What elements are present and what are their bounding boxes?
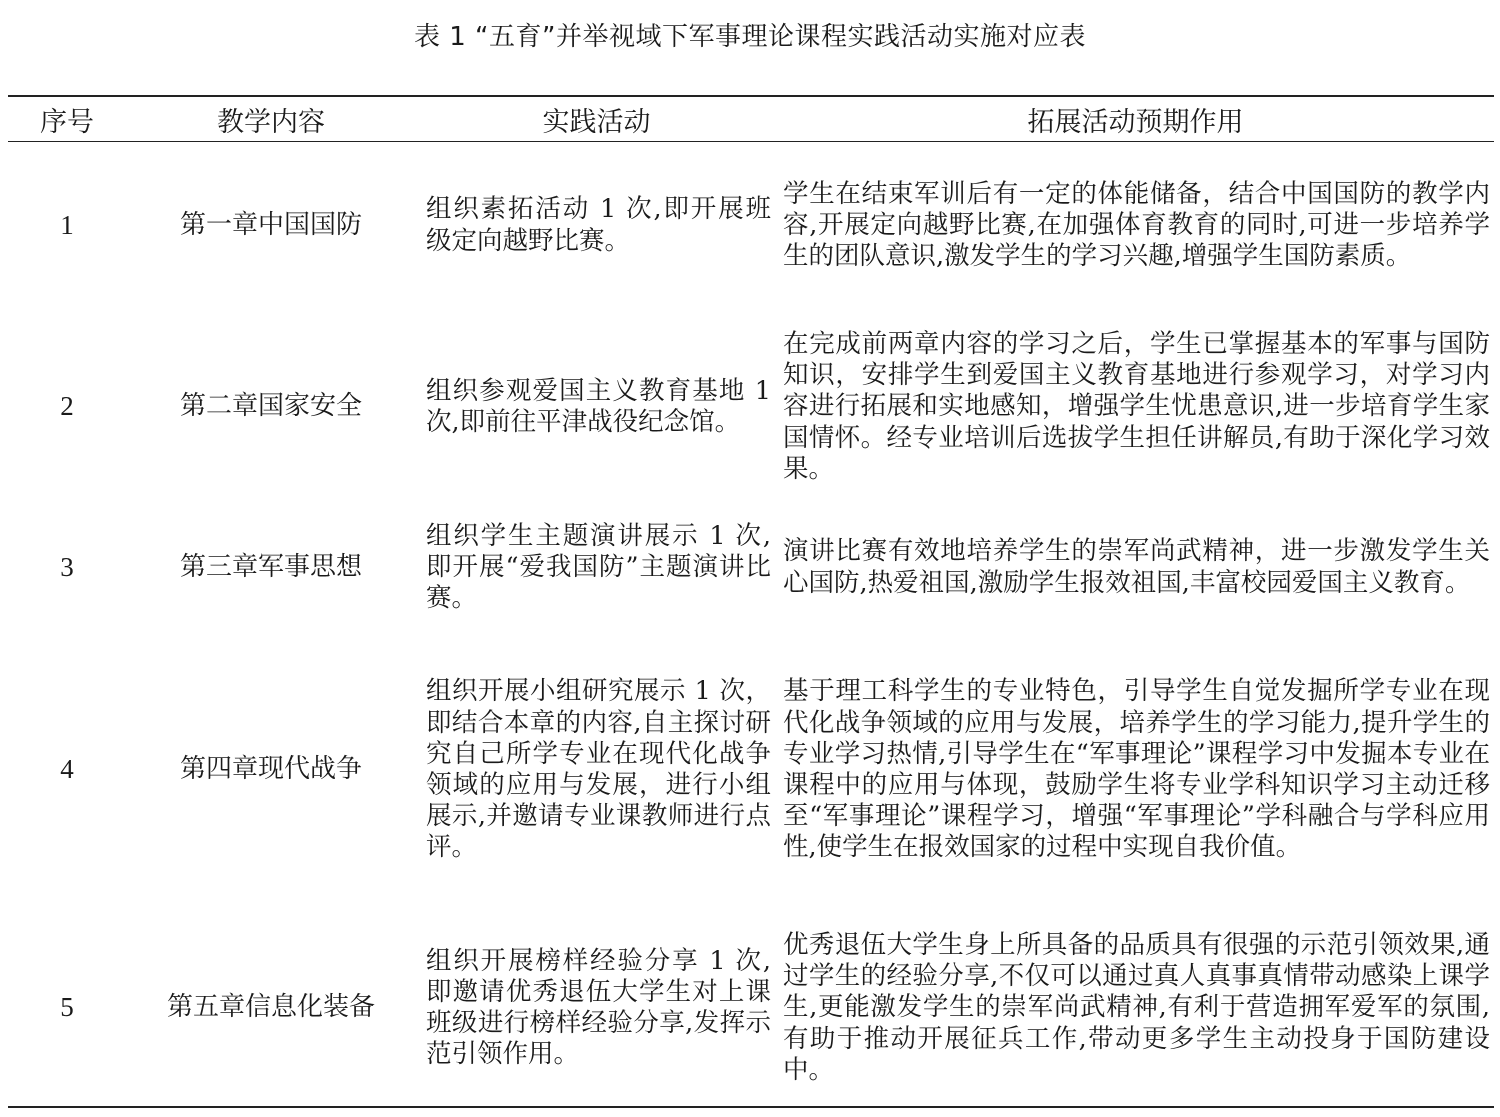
table-row	[8, 505, 1494, 630]
table-header-row	[8, 96, 1494, 142]
table-row	[8, 910, 1494, 1107]
header-index: 序号	[8, 96, 126, 142]
table-caption: 表 1 “五育”并举视域下军事理论课程实践活动实施对应表	[413, 22, 1086, 52]
row-index: 1	[60, 209, 74, 240]
row-effect: 基于理工科学生的专业特色，引导学生自觉发掘所学专业在现代化战争领域的应用与发展，培养学生的学习能力,提升学生的专业学习热情,引导学生在“军事理论”课程学习中发掘本专业在课程中的应用与体现，鼓励学生将专业学科知识学习主动迁移至“军事理论”课程学习，增强“军事理论”学科融合与学科应用性,使学生在报效国家的过程中实现自我价值。	[783, 676, 1490, 863]
row-index: 3	[60, 551, 74, 582]
row-effect: 在完成前两章内容的学习之后，学生已掌握基本的军事与国防知识，安排学生到爱国主义教育基地进行参观学习，对学习内容进行拓展和实地感知，增强学生忧患意识,进一步培育学生家国情怀。经专业培训后选拔学生担任讲解员,有助于深化学习效果。	[783, 328, 1490, 484]
row-index: 2	[60, 391, 74, 422]
row-activity: 组织开展小组研究展示 1 次，即结合本章的内容,自主探讨研究自己所学专业在现代化战争领域的应用与发展，进行小组展示,并邀请专业课教师进行点评。	[426, 676, 771, 863]
row-effect: 优秀退伍大学生身上所具备的品质具有很强的示范引领效果,通过学生的经验分享,不仅可以通过真人真事真情带动感染上课学生,更能激发学生的崇军尚武精神,有利于营造拥军爱军的氛围,有助于推动开展征兵工作,带动更多学生主动投身于国防建设中。	[783, 929, 1490, 1085]
header-activity: 实践活动	[416, 96, 777, 142]
row-activity: 组织素拓活动 1 次,即开展班级定向越野比赛。	[426, 194, 771, 256]
header-effect: 拓展活动预期作用	[777, 96, 1494, 142]
row-content: 第一章中国国防	[179, 209, 362, 240]
table-row	[8, 309, 1494, 505]
row-content: 第二章国家安全	[179, 391, 362, 422]
row-content: 第四章现代战争	[179, 754, 362, 785]
header-content: 教学内容	[126, 96, 416, 142]
row-activity: 组织学生主题演讲展示 1 次,即开展“爱我国防”主题演讲比赛。	[426, 520, 771, 614]
row-index: 5	[60, 992, 74, 1023]
row-effect: 学生在结束军训后有一定的体能储备，结合中国国防的教学内容,开展定向越野比赛,在加强体育教育的同时,可进一步培养学生的团队意识,激发学生的学习兴趣,增强学生国防素质。	[783, 178, 1490, 272]
practice-activity-table	[8, 95, 1494, 1108]
table-row	[8, 142, 1494, 310]
row-content: 第五章信息化装备	[166, 992, 375, 1023]
row-index: 4	[60, 754, 74, 785]
row-content: 第三章军事思想	[179, 551, 362, 582]
row-activity: 组织参观爱国主义教育基地 1 次,即前往平津战役纪念馆。	[426, 375, 771, 437]
row-effect: 演讲比赛有效地培养学生的崇军尚武精神，进一步激发学生关心国防,热爱祖国,激励学生报效祖国,丰富校园爱国主义教育。	[783, 536, 1490, 598]
table-row	[8, 630, 1494, 910]
row-activity: 组织开展榜样经验分享 1 次,即邀请优秀退伍大学生对上课班级进行榜样经验分享,发挥示范引领作用。	[426, 945, 771, 1070]
